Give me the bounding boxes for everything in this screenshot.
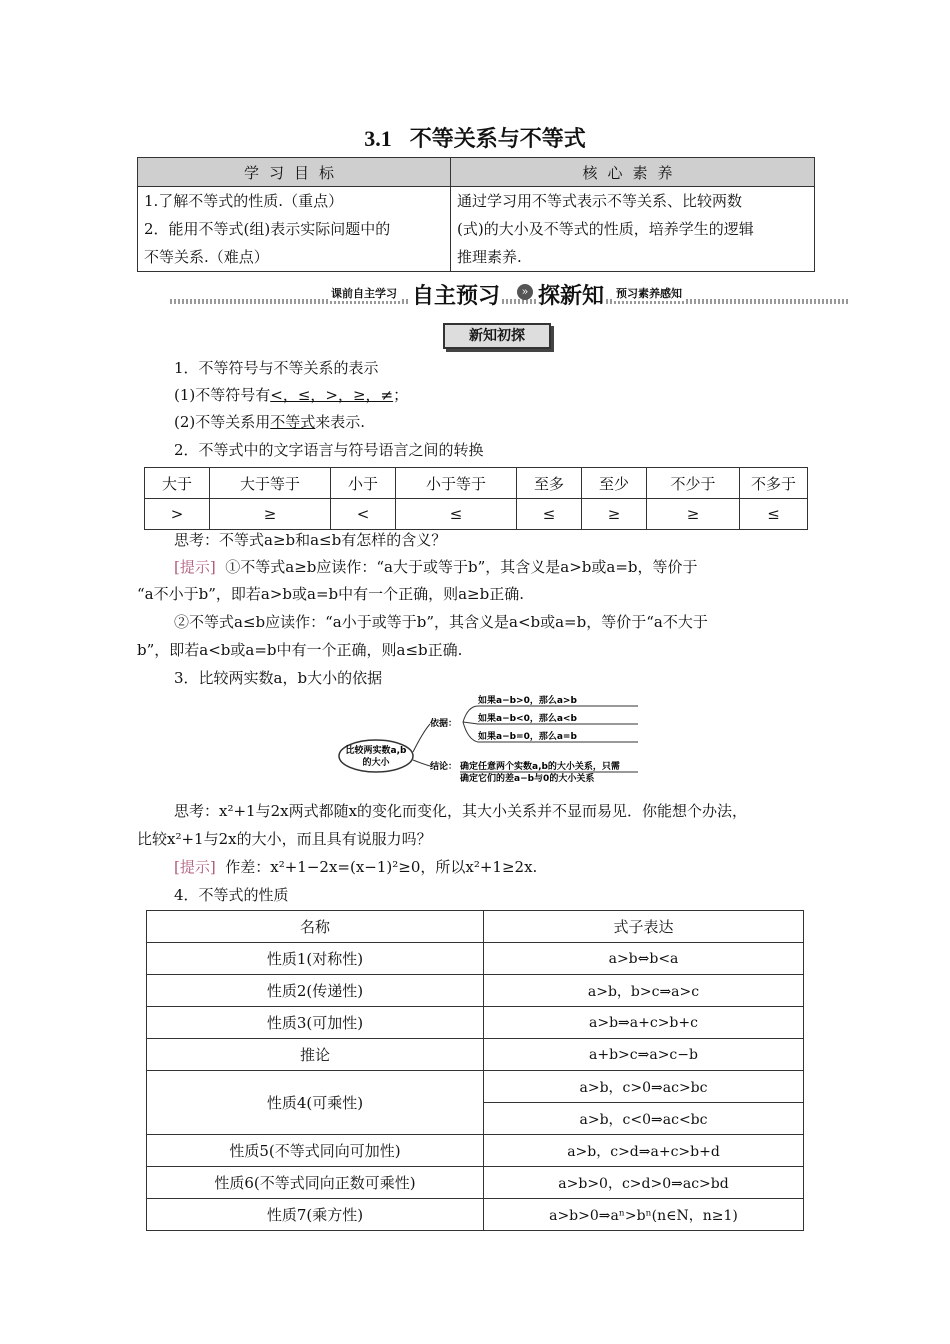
goals-header-learning: 学习目标 [138, 158, 451, 187]
goals-learning-cell [138, 187, 451, 272]
think1-answer-line3: ②不等式a≤b应读作：“a小于或等于b”，其含义是a<b或a=b，等价于“a不大于 [174, 613, 708, 631]
property-expr: a>b，c<0⇒ac<bc [484, 1103, 804, 1135]
conclusion-line2: 确定它们的差a−b与0的大小关系 [460, 774, 595, 784]
sec1-heading: 1．不等符号与不等关系的表示 [174, 359, 379, 377]
property-name: 性质4(可乘性) [147, 1071, 484, 1135]
think1-answer-line4: b”，即若a<b或a=b中有一个正确，则a≤b正确. [137, 641, 463, 659]
sec1-line2 [174, 411, 365, 432]
basis-item: 如果a−b=0，那么a=b [478, 732, 577, 742]
property-expr: a>b>0⇒aⁿ>bⁿ(n∈N，n≥1) [484, 1199, 804, 1231]
sec4-heading: 4．不等式的性质 [174, 886, 289, 904]
page-title [0, 122, 950, 153]
literacy-line: (式)的大小及不等式的性质，培养学生的逻辑 [457, 220, 754, 238]
sec2-heading: 2．不等式中的文字语言与符号语言之间的转换 [174, 441, 484, 459]
property-name: 性质5(不等式同向可加性) [147, 1135, 484, 1167]
underlined-answer: 不等式 [270, 413, 316, 431]
sec1-line1 [174, 384, 408, 405]
literacy-line: 推理素养. [457, 248, 522, 266]
conclusion-label: 结论： [430, 762, 458, 772]
property-name: 性质3(可加性) [147, 1007, 484, 1039]
properties-header-name: 名称 [147, 911, 484, 943]
think1-question: 思考：不等式a≥b和a≤b有怎样的含义？ [174, 531, 447, 549]
comparison-mind-map [338, 692, 650, 788]
word-cell: 大于 [145, 468, 210, 499]
word-cell: 不少于 [647, 468, 740, 499]
conclusion-line1: 确定任意两个实数a,b的大小关系，只需 [460, 762, 620, 772]
banner-title-1: 自主预习 [410, 279, 502, 310]
think2-question-line1: 思考：x²+1与2x两式都随x的变化而变化，其大小关系并不显而易见．你能想个办法， [174, 802, 748, 820]
word-cell: 大于等于 [210, 468, 331, 499]
text: ； [393, 386, 409, 404]
goals-literacy-cell [451, 187, 815, 272]
section-number: 3.1 [364, 126, 392, 151]
section-banner [170, 279, 848, 307]
property-expr: a+b>c⇒a>c−b [484, 1039, 804, 1071]
think2-answer [174, 856, 537, 877]
text: (2)不等关系用 [174, 413, 271, 431]
property-expr: a>b⇒a+c>b+c [484, 1007, 804, 1039]
property-expr: a>b⇔b<a [484, 943, 804, 975]
word-cell: 小于 [331, 468, 396, 499]
literacy-line: 通过学习用不等式表示不等关系、比较两数 [457, 192, 743, 210]
symbol-cell: > [145, 499, 210, 530]
word-cell: 至少 [582, 468, 647, 499]
hint-label: [提示] [174, 558, 216, 576]
text: 作差：x²+1−2x=(x−1)²≥0，所以x²+1≥2x. [225, 858, 538, 876]
symbol-cell: ≤ [740, 499, 808, 530]
text: ①不等式a≥b应读作：“a大于或等于b”，其含义是a>b或a=b，等价于 [225, 558, 698, 576]
word-cell: 小于等于 [396, 468, 517, 499]
goals-table [137, 157, 815, 272]
symbol-cell: < [331, 499, 396, 530]
property-name: 性质6(不等式同向正数可乘性) [147, 1167, 484, 1199]
goal-line: 不等关系.（难点） [144, 248, 269, 266]
banner-title-2: 探新知 [536, 279, 606, 310]
goal-line: 2．能用不等式(组)表示实际问题中的 [144, 220, 391, 238]
banner-right-label: 预习素养感知 [613, 285, 685, 301]
word-cell: 至多 [517, 468, 582, 499]
goals-header-literacy: 核心素养 [451, 158, 815, 187]
properties-header-expr: 式子表达 [484, 911, 804, 943]
property-name: 性质7(乘方性) [147, 1199, 484, 1231]
branch-line [413, 760, 430, 766]
property-expr: a>b，b>c⇒a>c [484, 975, 804, 1007]
symbol-cell: ≥ [647, 499, 740, 530]
hint-label: [提示] [174, 858, 216, 876]
word-symbol-table [144, 467, 808, 530]
symbol-cell: ≤ [396, 499, 517, 530]
property-name: 推论 [147, 1039, 484, 1071]
symbol-cell: ≥ [582, 499, 647, 530]
basis-item: 如果a−b<0，那么a<b [478, 714, 577, 724]
basis-label: 依据： [430, 719, 458, 729]
goal-line: 1.了解不等式的性质.（重点） [144, 192, 344, 210]
properties-table [146, 910, 804, 1231]
symbol-cell: ≤ [517, 499, 582, 530]
symbol-cell: ≥ [210, 499, 331, 530]
section-title: 不等关系与不等式 [409, 126, 586, 152]
think2-question-line2: 比较x²+1与2x的大小，而且具有说服力吗？ [137, 830, 432, 848]
sec3-heading: 3．比较两实数a，b大小的依据 [174, 669, 383, 687]
banner-left-label: 课前自主学习 [328, 285, 400, 301]
new-knowledge-tag: 新知初探 [443, 323, 551, 349]
property-expr: a>b>0，c>d>0⇒ac>bd [484, 1167, 804, 1199]
property-expr: a>b，c>0⇒ac>bc [484, 1071, 804, 1103]
arrow-right-icon: » [517, 284, 533, 300]
property-name: 性质2(传递性) [147, 975, 484, 1007]
think1-answer-line1 [174, 556, 698, 577]
think1-answer-line2: “a不小于b”，即若a>b或a=b中有一个正确，则a≥b正确. [137, 585, 524, 603]
word-cell: 不多于 [740, 468, 808, 499]
underlined-answer: <，≤，>，≥，≠ [270, 386, 394, 404]
root-node-line2: 的大小 [362, 758, 390, 768]
basis-item: 如果a−b>0，那么a>b [478, 696, 577, 706]
property-expr: a>b，c>d⇒a+c>b+d [484, 1135, 804, 1167]
text: (1)不等符号有 [174, 386, 271, 404]
branch-line [413, 724, 430, 752]
text: 来表示. [315, 413, 366, 431]
root-node-line1: 比较两实数a,b [345, 746, 407, 756]
property-name: 性质1(对称性) [147, 943, 484, 975]
banner-dotted-bar [170, 299, 848, 304]
